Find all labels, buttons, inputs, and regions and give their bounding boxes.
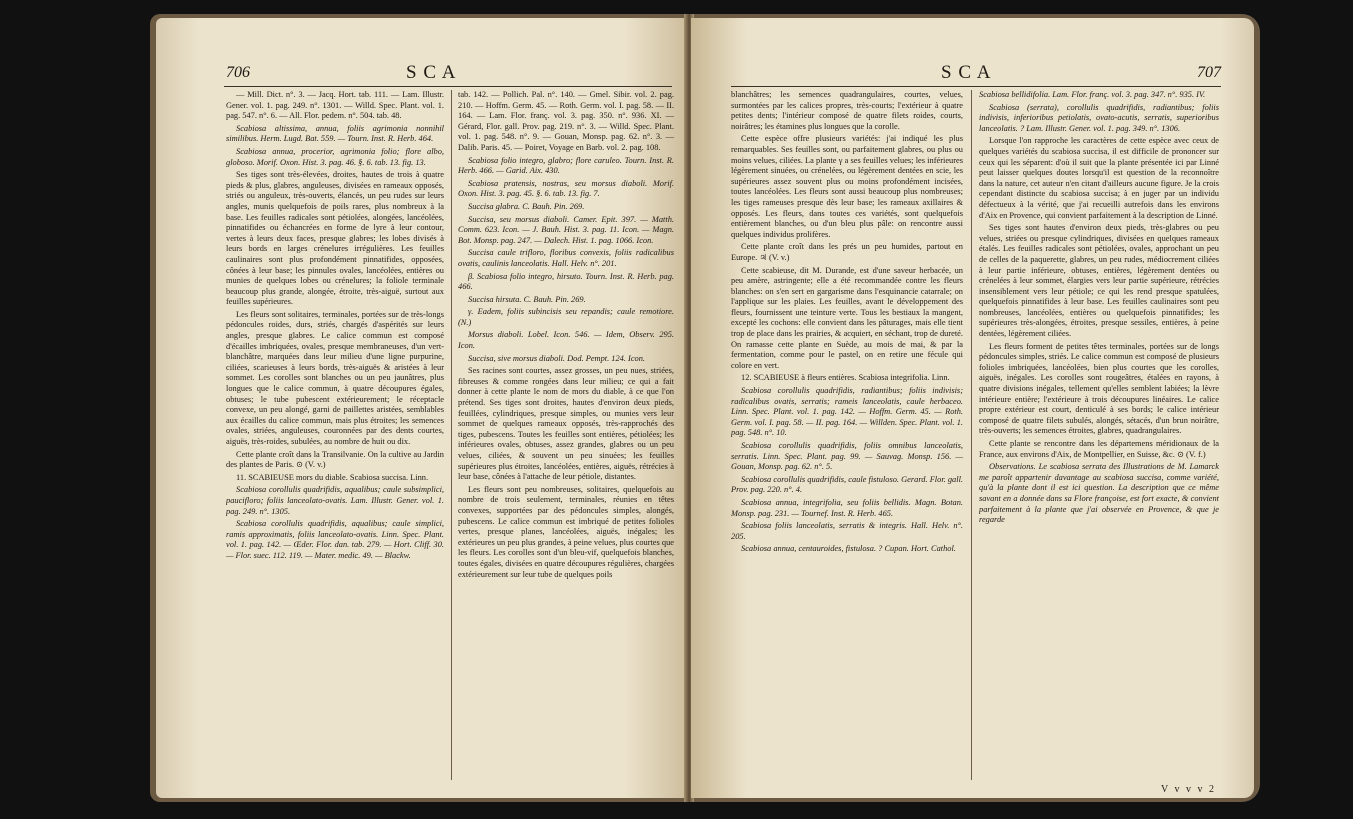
left-column-1 bbox=[226, 90, 444, 780]
left-page bbox=[156, 18, 688, 798]
paragraph: Lorsque l'on rapproche les caractères de cette espèce avec ceux de quelques variétés du scabiosa succisa, il est difficile de prononcer sur ceux qui les séparent: d'où il suit que la plante présentée ici par Linné peut laisser quelques doutes lorsqu'il est question de la reconnoître dans la nature, cet auteur n'en citant d'ailleurs aucune figure. Je la crois cependant distincte du scabiosa succisa; à en juger par un individu défectueux à la vérité, que j'ai recueilli autrefois dans les environs d'Aix en Provence, qui convient parfaitement à la description de Linné. bbox=[979, 136, 1219, 220]
paragraph: Ses racines sont courtes, assez grosses, un peu nues, striées, fibreuses & comme rongées dans leur milieu; ce qui a fait donner à cette plante le nom de mors du diable, à ce que l'on prétend. Ses tiges sont droites, hautes d'environ deux pieds, feuillées, cylindriques, presque simples, ou munies vers leur sommet de quelques rameaux opposés, très-rapprochés des tiges, pubescens. Toutes les feuilles sont entières, pétiolées; les inférieures ovales, obtuses, assez grandes, glabres ou un peu velues, ciliées, & souvent un peu sinuées; les feuilles supérieures plus étroites, lancéolées, entières, aiguës, rétrécies à leur base, cônées à l'attache de leur pétiole, distantes. bbox=[458, 366, 674, 482]
paragraph: Succisa hirsuta. C. Bauh. Pin. 269. bbox=[468, 294, 586, 304]
paragraph: Ses tiges sont hautes d'environ deux pieds, très-glabres ou peu velues, striées ou presque cylindriques, divisées en quelques rameaux étalés. Les feuilles radicales sont pétiolées, ovales, approchant un peu de celles de la paquerette, glabres, un peu rudes, médiocrement ciliées à leur partie inférieure, obtuses, entières, légèrement dentées ou crénelées à leur sommet, élargies vers leur partie supérieure, rétrécies insensiblement vers leur pétiole; ce qui les rend presque spatulées, quelquefois pinnatifides à leur base. Les feuilles caulinaires sont peu nombreuses, lancéolées, entières ou quelquefois pinnatifides; les supérieures très-alongées, étroites, presque sessiles, entières, à peine dentées, légèrement ciliées. bbox=[979, 223, 1219, 339]
paragraph: Scabiosa annua, procerior, agrimonia folio; flore albo, globoso. Morif. Oxon. Hist. 3. pag. 46. §. 6. tab. 13. fig. 13. bbox=[226, 146, 444, 167]
right-page bbox=[691, 18, 1254, 798]
column-divider-right bbox=[971, 90, 972, 780]
paragraph: γ. Eadem, foliis subincisis seu repandis; caule remotiore. (N.) bbox=[458, 307, 674, 327]
paragraph: Scabiosa bellidifolia. Lam. Flor. franç. vol. 3. pag. 347. n°. 935. IV. bbox=[979, 90, 1206, 99]
column-divider-left bbox=[451, 90, 452, 780]
open-book bbox=[150, 14, 1260, 802]
paragraph: Cette espèce offre plusieurs variétés: j'ai indiqué les plus remarquables. Ses feuilles sont, ou parfaitement glabres, ou plus ou moins velues, ciliées. La plante γ a ses feuilles velues; les inférieures légèrement sinuées, ou crénelées, ou légèrement dentées en scie, les supérieures assez souvent plus ou moins profondément incisées, toutes lancéolées. Les fleurs sont aussi beaucoup plus nombreuses; les tiges rameuses presque dès leur base; les rameaux axillaires & opposés. Les fleurs, dans toutes ces variétés, sont quelquefois entièrement blanches, ou d'un bleu plus pâle: on rencontre aussi quelques individus prolifères. bbox=[731, 134, 963, 239]
paragraph: Scabiosa (serrata), corollulis quadrifidis, radiantibus; foliis indivisis, inferioribus petiolatis, ovato-acutis, serratis, superioribus lanceolatis. ? Lam. Illustr. Gener. vol. 1. pag. 349. n°. 1306. bbox=[979, 102, 1219, 133]
paragraph: Succisa, seu morsus diaboli. Camer. Epit. 397. — Matth. Comm. 623. Icon. — J. Bauh. Hist. 3. pag. 11. Icon. — Magn. Bot. Monsp. pag. 247. — Dalech. Hist. 1. pag. 1066. Icon. bbox=[458, 214, 674, 245]
paragraph: blanchâtres; les semences quadrangulaires, courtes, velues, surmontées par les calices propres, très-courts; l'extérieur à quatre petites dents; l'intérieur composé de quatre filets roides, courts, noirâtres; les étamines plus longues que la corolle. bbox=[731, 90, 963, 131]
paragraph: Cette scabieuse, dit M. Durande, est d'une saveur herbacée, un peu amère, astringente; elle a été recommandée contre les fleurs blanches: on s'en sert en gargarisme dans l'esquinancie catarrale; on l'applique sur les plaies. Les feuilles, avant le développement des fleurs, fournissent une teinture verte. Tous les bestiaux la mangent, excepté les cochons: elle convient dans les pâturages, mais elle tient trop de place dans les prairies, & acquiert, en séchant, trop de dureté. On ramasse cette plante en Suède, au mois de mai, & par la fermentation, comme pour le pastel, on en retire une fécule qui colore en vert. bbox=[731, 265, 963, 370]
paragraph: Les fleurs forment de petites têtes terminales, portées sur de longs pédoncules simples, striés. Le calice commun est composé de plusieurs folioles imbriquées, lancéolées, bien plus courtes que les corolles, aiguës, inégales. Les corolles sont rougeâtres, étalées en rayons, à quatre divisions inégales, tellement qu'elles semblent labiées; la lèvre intérieure entière; l'extérieure à trois découpures linéaires. Le calice propre extérieur est court, denticulé à ses bords; le calice intérieur composé de quatre filets subulés, alongés, sétacés, d'un brun noirâtre, très-ouverts; les semences étroites, glabres, quadrangulaires. bbox=[979, 341, 1219, 436]
paragraph: Scabiosa corollulis quadrifidis, aqualibus; caule subsimplici, paucifloro; foliis lanceolato-ovatis. Lam. Illustr. Gener. vol. 1. pag. 249. n°. 1305. bbox=[226, 485, 444, 516]
paragraph: Scabiosa annua, integrifolia, seu foliis bellidis. Magn. Botan. Monsp. pag. 231. — Tournef. Inst. R. Herb. 465. bbox=[731, 497, 963, 518]
paragraph: Succisa caule trifloro, floribus convexis, foliis radicalibus ovatis, caulinis lanceolatis. Hall. Helv. n°. 201. bbox=[458, 248, 674, 268]
paragraph: Observations. Le scabiosa serrata des Illustrations de M. Lamarck me paroît appartenir davantage au scabiosa succisa, comme variété, qu'à la plante dont il est ici question. La description que ce même savant en a donnée dans sa Flore françoise, est fort exacte, & convient parfaitement à la plante que j'ai observée en Provence, & que je regarde bbox=[979, 462, 1219, 525]
page-number-right: 707 bbox=[1197, 64, 1221, 81]
paragraph: Cette plante croît dans la Transilvanie. On la cultive au Jardin des plantes de Paris. ⊙ (V. v.) bbox=[226, 449, 444, 470]
paragraph: Scabiosa pratensis, nostras, seu morsus diaboli. Morif. Oxon. Hist. 3. pag. 45. §. 6. tab. 13. fig. 7. bbox=[458, 178, 674, 199]
paragraph: Cette plante se rencontre dans les départemens méridionaux de la France, aux environs d'Aix, de Montpellier, en Suisse, &c. ⊙ (V. f.) bbox=[979, 439, 1219, 459]
paragraph: Scabiosa annua, centauroides, fistulosa. ? Cupan. Hort. Cathol. bbox=[741, 544, 956, 554]
paragraph: — Mill. Dict. n°. 3. — Jacq. Hort. tab. 111. — Lam. Illustr. Gener. vol. 1. pag. 249. n°. 1301. — Willd. Spec. Plant. vol. 1. pag. 547. n°. 6. — All. Flor. pedem. n°. 504. tab. 48. bbox=[226, 90, 444, 121]
paragraph: 12. SCABIEUSE à fleurs entières. Scabiosa integrifolia. Linn. bbox=[741, 373, 950, 383]
paragraph: Scabiosa corollulis quadrifidis, aqualibus; caule simplici, ramis approximatis, foliis lanceolato-ovatis. Linn. Spec. Plant. vol. 1. pag. 142. — Œder. Flor. dan. tab. 279. — Hort. Cliff. 30. — Flor. suec. 112. 119. — Mater. medic. 49. — Blackw. bbox=[226, 519, 444, 560]
paragraph: 11. SCABIEUSE mors du diable. Scabiosa succisa. Linn. bbox=[236, 472, 429, 482]
paragraph: Scabiosa altissima, annua, foliis agrimonia nonnihil similibus. Herm. Lugd. Bat. 559. — Tourn. Inst. R. Herb. 464. bbox=[226, 123, 444, 144]
paragraph: Les fleurs sont solitaires, terminales, portées sur de très-longs pédoncules roides, durs, striés, chargés d'aspérités sur leurs angles, presque glabres. Le calice commun est composé d'écailles imbriquées, ovales, presque membraneuses, d'un vert-blanchâtre, marquées dans leur milieu d'une ligne purpurine, ciliées, scarieuses à leurs bords, très-aiguës & aristées à leur sommet. Les corolles sont blanches ou un peu jaunâtres, plus longues que le calice commun, à quatre découpures égales, obtuses; le tube pubescent extérieurement; le réceptacle convexe, un peu alongé, garni de paillettes aristées, semblables aux écailles du calice commun, mais plus étroites; les semences ovales, striées, anguleuses, couronnées par des dents courtes, aiguës, très-roides, subulées, au nombre de huit ou dix. bbox=[226, 309, 444, 446]
paragraph: Succisa, sive morsus diaboli. Dod. Pempt. 124. Icon. bbox=[468, 353, 646, 363]
paragraph: Scabiosa corollulis quadrifidis, foliis omnibus lanceolatis, serratis. Linn. Spec. Plant. pag. 99. — Sauvag. Monsp. 156. — Gouan, Monsp. pag. 62. n°. 5. bbox=[731, 441, 963, 472]
paragraph: Morsus diaboli. Lobel. Icon. 546. — Idem, Observ. 295. Icon. bbox=[458, 330, 674, 351]
paragraph: β. Scabiosa folio integro, hirsuto. Tourn. Inst. R. Herb. pag. 466. bbox=[458, 271, 674, 292]
right-column-1 bbox=[731, 90, 963, 780]
header-rule-right bbox=[731, 86, 1221, 87]
paragraph: Cette plante croît dans les prés un peu humides, partout en Europe. ♃ (V. v.) bbox=[731, 242, 963, 262]
running-header-right: S C A bbox=[941, 62, 992, 83]
paragraph: Scabiosa corollulis quadrifidis, radiantibus; foliis indivisis; radicalibus ovatis, serratis; rameis lanceolatis, caule herbaceo. Linn. Spec. Plant. vol. 1. pag. 142. — Hoffm. Germ. 45. — Roth. Germ. vol. I. pag. 58. — II. pag. 164. — Willden. Spec. Plant. vol. 1. pag. 548. n°. 10. bbox=[731, 386, 963, 438]
right-column-2 bbox=[979, 90, 1219, 760]
left-column-2 bbox=[458, 90, 674, 780]
paragraph: Scabiosa folio integro, glabro; flore caruleo. Tourn. Inst. R. Herb. 466. — Garid. Aix. 430. bbox=[458, 155, 674, 176]
signature-mark: V v v v 2 bbox=[1161, 784, 1217, 795]
paragraph: Les fleurs sont peu nombreuses, solitaires, quelquefois au nombre de trois seulement, terminales, réunies en têtes convexes, supportées par des pédoncules simples, alongés, pubescens. Le calice commun est imbriqué de petites folioles vertes, presque planes, lancéolées, aiguës, inégales; les extérieures un peu plus grandes, à peine velues, plus courtes que les fleurs. Les corolles sont d'un bleu-vif, quelquefois blanches, toutes égales, divisées en quatre découpures régulières, chargées extérieurement sur leur tube de quelques poils bbox=[458, 484, 674, 579]
paragraph: Ses tiges sont très-élevées, droites, hautes de trois à quatre pieds & plus, glabres, anguleuses, divisées en rameaux opposés, striés ou anguleux, très-ouverts, élancés, un peu rudes sur leurs angles, munis quelquefois de poils rares, plus nombreux à la base. Les feuilles radicales sont pétiolées, alongées, lancéolées, pinnatifides ou échancrées en forme de lyre à leur contour, vertes à leurs deux faces, presque glabres; les lobes divisés à leurs bords en larges crénelures irrégulières. Les feuilles caulinaires sont plus profondément pinnatifides, opposées, cônées à leur base; les pinnules ovales, lancéolées, entières ou munies de quelques lobes ou crénelures; la foliole terminale beaucoup plus grande, alongée, étroite, très-aiguë, surtout aux feuilles supérieures. bbox=[226, 170, 444, 307]
paragraph: tab. 142. — Pollich. Pal. n°. 140. — Gmel. Sibir. vol. 2. pag. 210. — Hoffm. Germ. 45. — Roth. Germ. vol. I. pag. 58. — II. 164. — Lam. Flor. franç. vol. 3. pag. 350. n°. 936. XI. — Gérard, Flor. gall. Prov. pag. 219. n°. 3. — Willd. Spec. Plant. vol. 1. pag. 548. n°. 9. — Gouan, Monsp. pag. 62. n°. 3. — Dalib. Paris. 45. — Poiret, Voyage en Barb. vol. 2. pag. 108. bbox=[458, 90, 674, 152]
running-header-left: S C A bbox=[406, 62, 457, 83]
paragraph: Scabiosa corollulis quadrifidis, caule fistuloso. Gerard. Flor. gall. Prov. pag. 220. n°. 4. bbox=[731, 474, 963, 495]
header-rule-left bbox=[224, 86, 672, 87]
paragraph: Scabiosa foliis lanceolatis, serratis & integris. Hall. Helv. n°. 205. bbox=[731, 521, 963, 541]
page-number-left: 706 bbox=[226, 64, 250, 81]
paragraph: Succisa glabra. C. Bauh. Pin. 269. bbox=[468, 201, 585, 211]
